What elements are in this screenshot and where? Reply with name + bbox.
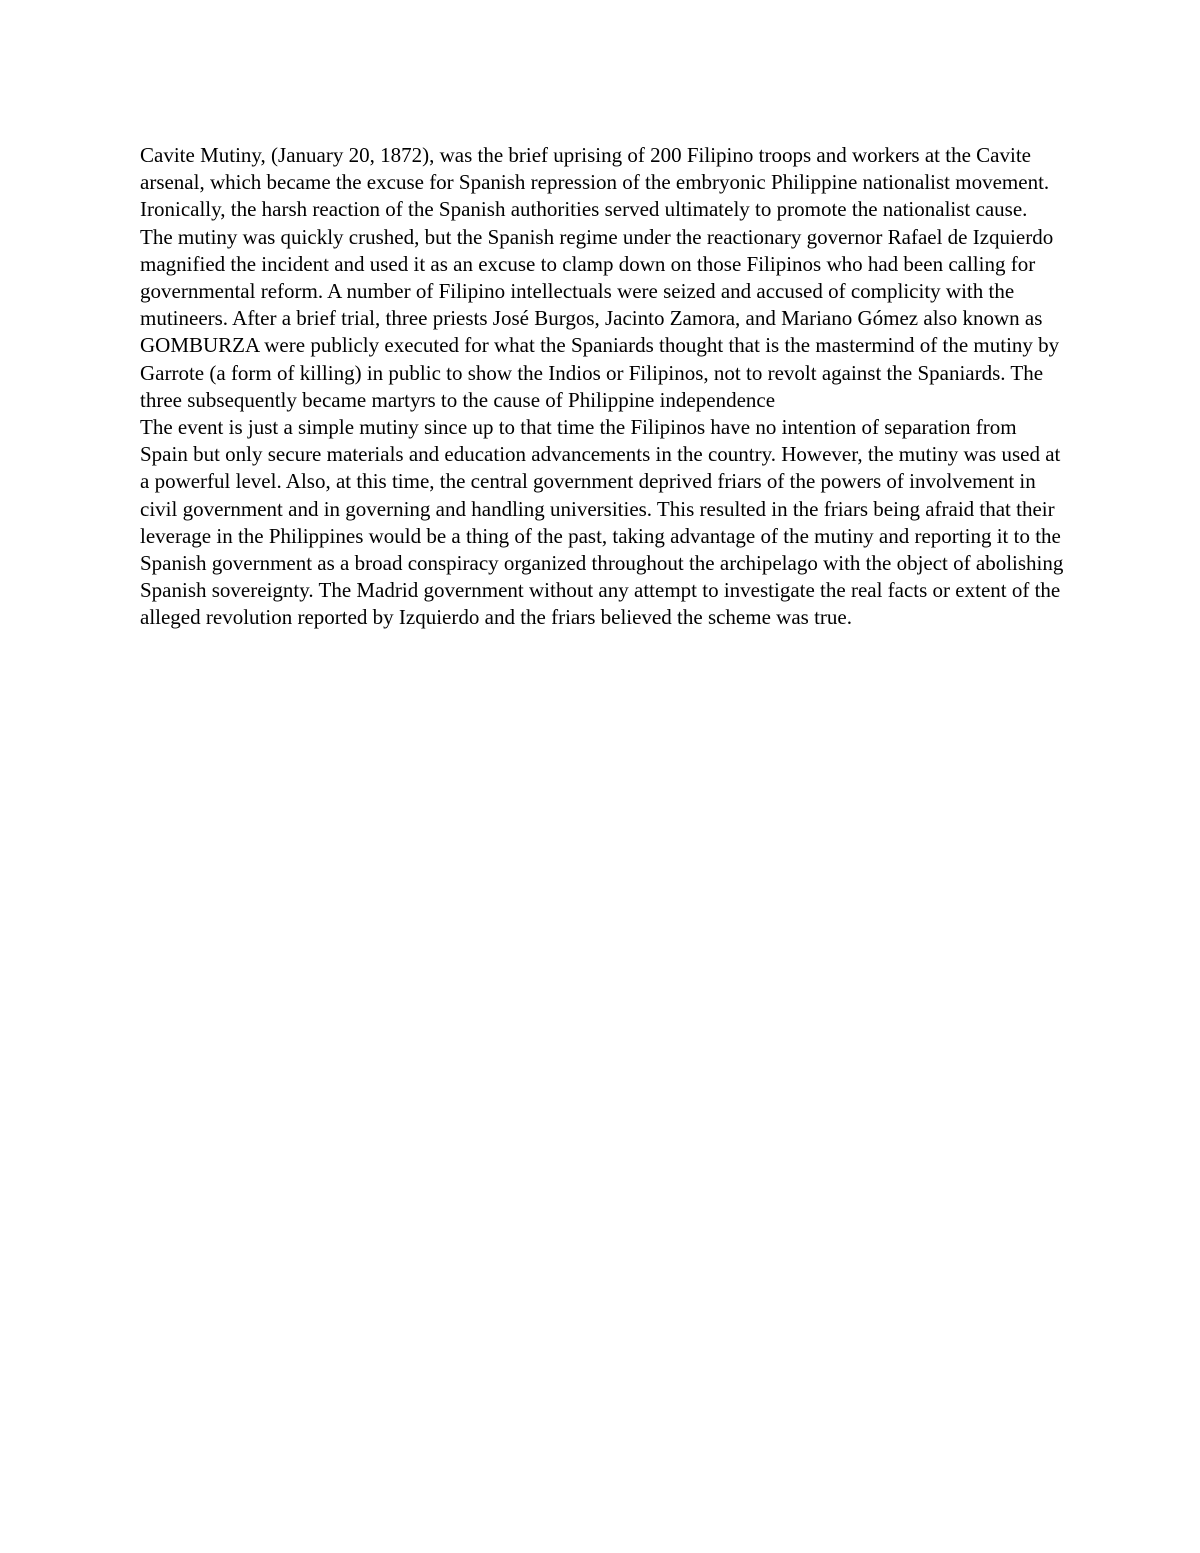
paragraph-mutiny-aftermath: The mutiny was quickly crushed, but the Spanish regime under the reactionary governor Rafael de Izquierdo magnified the incident and used it as an excuse to clamp down on those Filipinos who had been calling for governmental reform. A number of Filipino intellectuals were seized and accused of complicity with the mutineers. After a brief trial, three priests José Burgos, Jacinto Zamora, and Mariano Gómez also known as GOMBURZA were publicly executed for what the Spaniards thought that is the mastermind of the mutiny by Garrote (a form of killing) in public to show the Indios or Filipinos, not to revolt against the Spaniards. The three subsequently became martyrs to the cause of Philippine independence <box>140 224 1060 412</box>
document-body <box>140 142 1065 632</box>
paragraph-event-significance: The event is just a simple mutiny since up to that time the Filipinos have no intention of separation from Spain but only secure materials and education advancements in the country. However, the mutiny was used at a powerful level. Also, at this time, the central government deprived friars of the powers of involvement in civil government and in governing and handling universities. This resulted in the friars being afraid that their leverage in the Philippines would be a thing of the past, taking advantage of the mutiny and reporting it to the Spanish government as a broad conspiracy organized throughout the archipelago with the object of abolishing Spanish sovereignty. The Madrid government without any attempt to investigate the real facts or extent of the alleged revolution reported by Izquierdo and the friars believed the scheme was true. <box>140 415 1064 630</box>
paragraph-cavite-mutiny-intro: Cavite Mutiny, (January 20, 1872), was the brief uprising of 200 Filipino troops and workers at the Cavite arsenal, which became the excuse for Spanish repression of the embryonic Philippine nationalist movement. Ironically, the harsh reaction of the Spanish authorities served ultimately to promote the nationalist cause. <box>140 143 1050 222</box>
